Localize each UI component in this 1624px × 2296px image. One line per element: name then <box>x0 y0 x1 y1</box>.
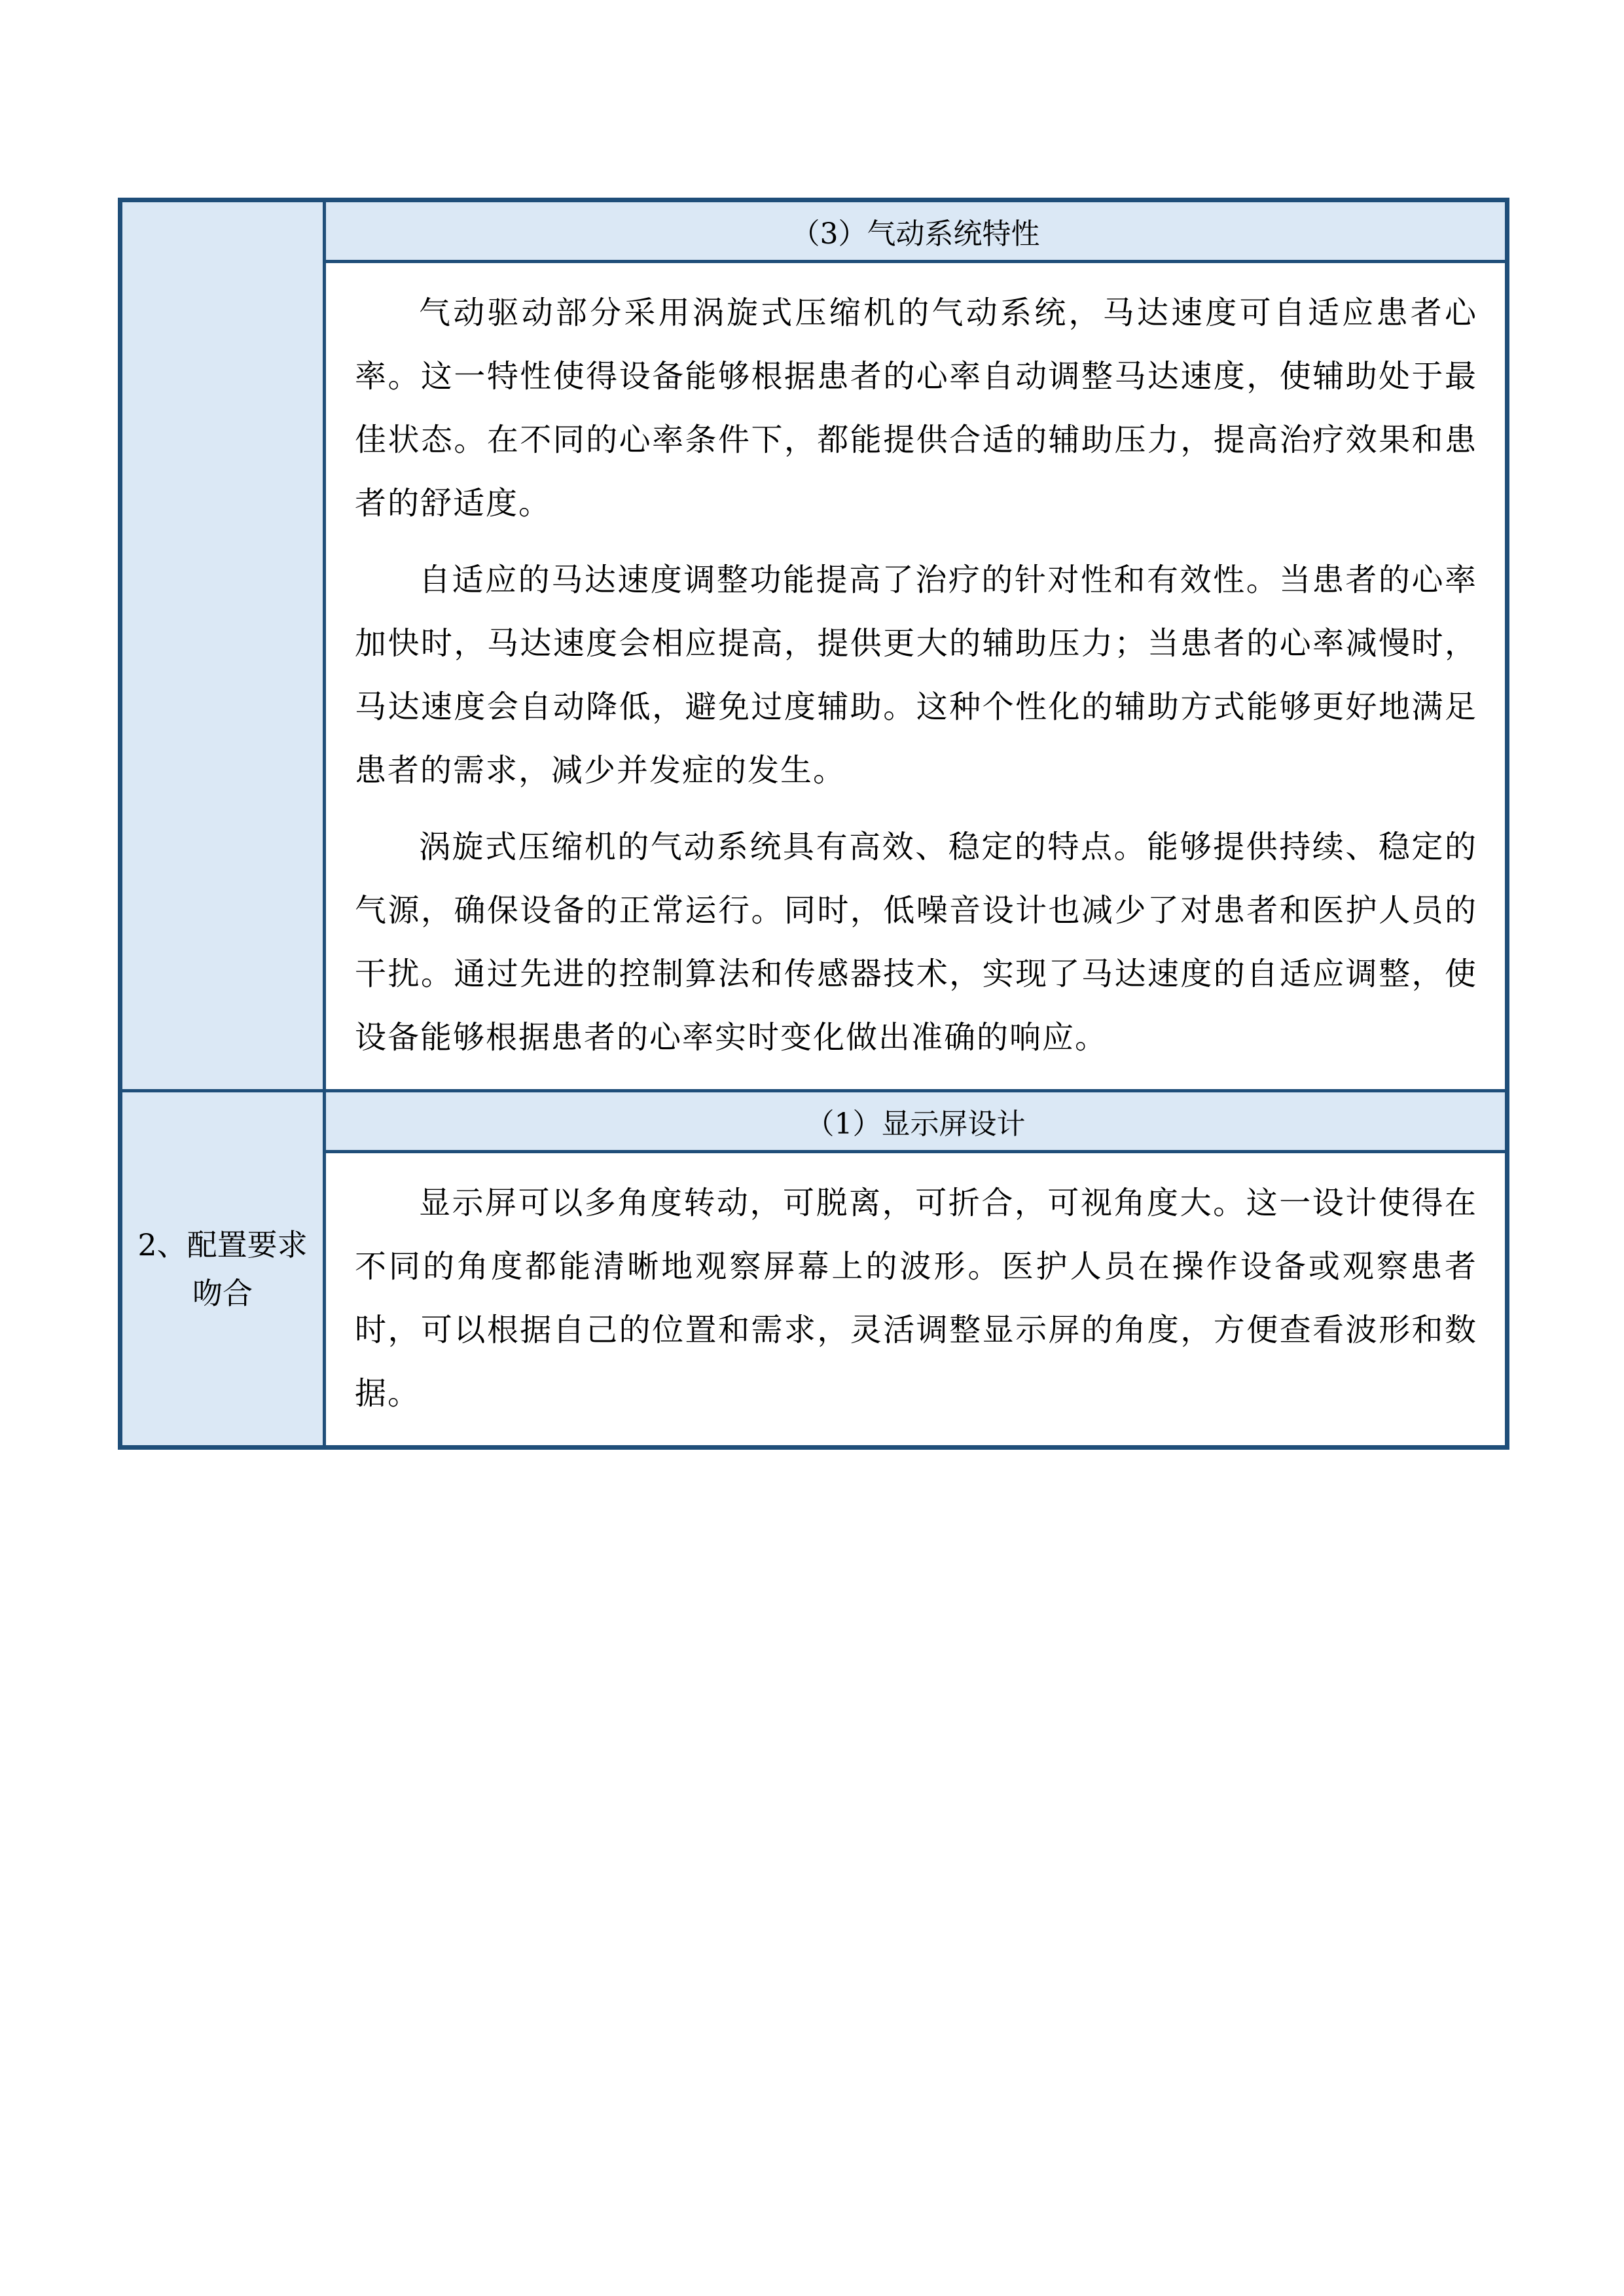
row-display-body <box>120 1152 1507 1448</box>
section-header-display: （1）显示屏设计 <box>325 1091 1507 1152</box>
row-pneumatic-body <box>120 262 1507 1091</box>
row-display-header <box>120 1091 1507 1152</box>
paragraph: 气动驱动部分采用涡旋式压缩机的气动系统，马达速度可自适应患者心率。这一特性使得设备能够根据患者的心率自动调整马达速度，使辅助处于最佳状态。在不同的心率条件下，都能提供合适的辅助压力，提高治疗效果和患者的舒适度。 <box>355 295 1477 522</box>
section-body-display <box>325 1152 1507 1448</box>
row-label-empty <box>120 200 325 1091</box>
section-header-pneumatic: （3）气动系统特性 <box>325 200 1507 262</box>
row-label-config-match: 2、配置要求吻合 <box>120 1091 325 1448</box>
row-pneumatic-header <box>120 200 1507 262</box>
paragraph: 显示屏可以多角度转动，可脱离，可折合，可视角度大。这一设计使得在不同的角度都能清晰地观察屏幕上的波形。医护人员在操作设备或观察患者时，可以根据自己的位置和需求，灵活调整显示屏的角度，方便查看波形和数据。 <box>355 1185 1477 1412</box>
paragraph: 涡旋式压缩机的气动系统具有高效、稳定的特点。能够提供持续、稳定的气源，确保设备的正常运行。同时，低噪音设计也减少了对患者和医护人员的干扰。通过先进的控制算法和传感器技术，实现了马达速度的自适应调整，使设备能够根据患者的心率实时变化做出准确的响应。 <box>355 829 1477 1056</box>
paragraph: 自适应的马达速度调整功能提高了治疗的针对性和有效性。当患者的心率加快时，马达速度会相应提高，提供更大的辅助压力；当患者的心率减慢时，马达速度会自动降低，避免过度辅助。这种个性化的辅助方式能够更好地满足患者的需求，减少并发症的发生。 <box>355 562 1477 789</box>
spec-table <box>118 198 1509 1450</box>
section-body-pneumatic <box>325 262 1507 1091</box>
